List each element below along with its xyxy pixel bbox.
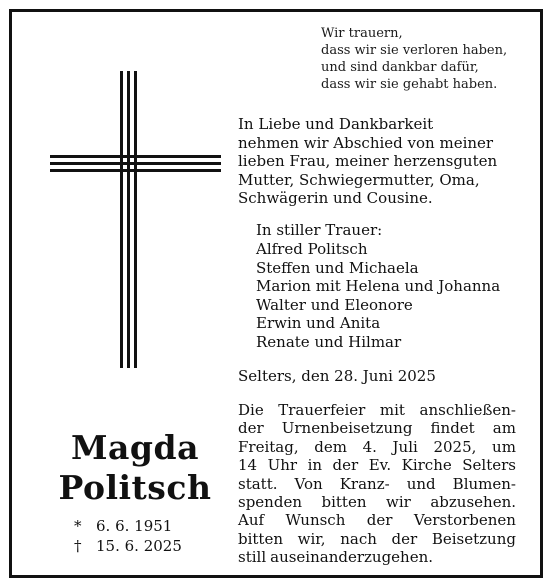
notice-word: mit [379, 401, 405, 419]
notice-line [238, 493, 516, 511]
notice-word: Uhr [267, 456, 298, 475]
deceased-name [40, 428, 230, 508]
notice-line [238, 511, 516, 529]
mourner: Marion mit Helena und Johanna [256, 277, 501, 295]
notice-word: statt. [238, 474, 278, 493]
mourner: Alfred Politsch [256, 240, 368, 258]
mourners-heading: In stiller Trauer: [256, 221, 383, 239]
mourner: Steffen und Michaela [256, 258, 419, 277]
notice-line [238, 475, 516, 493]
intro-line: nehmen wir Abschied von meiner [238, 133, 494, 152]
motto-line: und sind dankbar dafür, [321, 60, 479, 75]
notice-word: der [366, 511, 393, 530]
notice-word: Juli [392, 437, 418, 456]
death-date: 15. 6. 2025 [96, 537, 182, 555]
notice-word: Kranz- [339, 474, 390, 493]
notice-line [238, 530, 516, 548]
intro-line: Schwägerin und Cousine. [238, 189, 433, 207]
life-dates [74, 516, 182, 556]
notice-word: wir, [297, 529, 326, 548]
birth-symbol: * [74, 517, 82, 535]
notice-word: Auf [238, 511, 265, 530]
notice-word: der [332, 456, 359, 475]
notice-word: in [307, 456, 323, 475]
notice-word: 2025, [433, 437, 477, 456]
notice-word: Urnenbeisetzung [281, 419, 413, 438]
intro-line: lieben Frau, meiner herzensguten [238, 152, 498, 170]
notice-word: Verstorbenen [413, 511, 516, 530]
notice-word: der [391, 529, 418, 548]
notice-word: dem [314, 437, 347, 456]
notice-line [238, 438, 516, 456]
notice-word: Kirche [401, 456, 452, 475]
deceased-last-name: Politsch [58, 468, 212, 507]
notice-word: nach [340, 529, 377, 548]
notice-word: und [406, 474, 436, 493]
notice-word: Ev. [368, 456, 392, 475]
place-date: Selters, den 28. Juni 2025 [238, 367, 436, 385]
birth-date: 6. 6. 1951 [96, 517, 173, 535]
notice-word: Freitag, [238, 437, 299, 456]
mourner: Erwin und Anita [256, 314, 381, 332]
notice-word: bitten [321, 493, 367, 512]
notice-word: Die [238, 401, 264, 419]
mourner: Renate und Hilmar [256, 332, 402, 351]
notice-word: wir [386, 493, 411, 512]
intro-text [238, 115, 528, 208]
motto-line: Wir trauern, [321, 26, 403, 41]
notice-word: am [492, 419, 516, 438]
notice-word: auseinanderzugehen. [270, 548, 434, 567]
death-symbol: † [74, 537, 82, 555]
motto-line: dass wir sie gehabt haben. [321, 77, 498, 92]
motto-line: dass wir sie verloren haben, [321, 43, 508, 58]
mourner: Walter und Eleonore [256, 295, 413, 314]
intro-line: In Liebe und Dankbarkeit [238, 115, 434, 133]
notice-word: findet [430, 419, 475, 438]
birth-date-row [74, 516, 182, 536]
notice-word: 14 [238, 456, 258, 475]
notice-word: abzusehen. [430, 493, 516, 512]
notice-word: bitten [238, 529, 283, 548]
notice-word: anschließen- [419, 401, 516, 419]
notice-word: spenden [238, 493, 302, 512]
notice-line [238, 456, 516, 474]
notice-word: Beisetzung [431, 529, 516, 548]
notice-line [238, 401, 516, 419]
notice-line [238, 419, 516, 437]
notice-word: 4. [362, 437, 377, 456]
funeral-notice [238, 401, 516, 567]
notice-word: Trauerfeier [278, 401, 366, 419]
notice-word: um [492, 437, 516, 456]
intro-line: Mutter, Schwiegermutter, Oma, [238, 170, 480, 189]
mourners-list [256, 240, 500, 351]
death-date-row [74, 536, 182, 556]
notice-line [238, 548, 516, 566]
notice-word: Von [294, 474, 323, 493]
notice-word: Wunsch [285, 511, 346, 530]
notice-word: Blumen- [452, 474, 516, 493]
notice-word: still [238, 548, 267, 567]
deceased-first-name: Magda [71, 428, 199, 467]
notice-word: Selters [462, 456, 516, 475]
notice-word: der [238, 419, 264, 438]
